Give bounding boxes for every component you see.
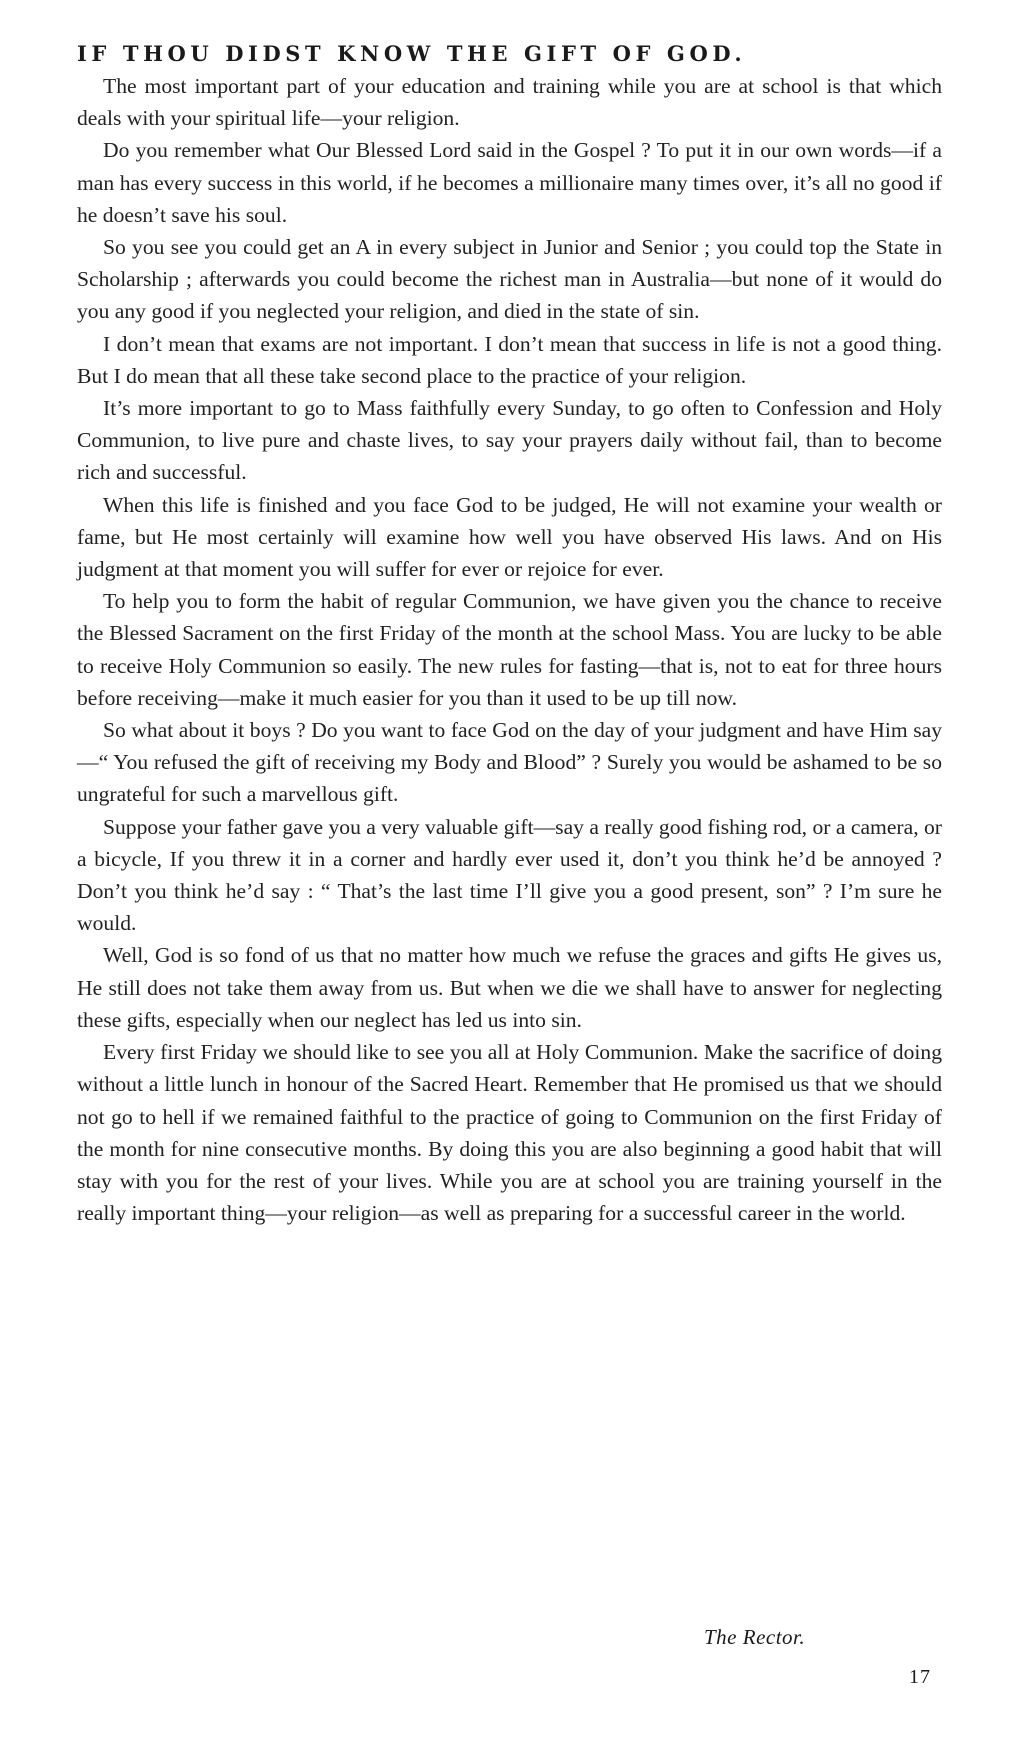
paragraph-8: So what about it boys ? Do you want to face God on the day of your judgment and have Him say—“ You refused the gift of receiving my Body and Blood” ? Surely you would be ashamed to be so ungrateful for such a marvellous gift. [77, 718, 942, 807]
paragraph-5: It’s more important to go to Mass faithfully every Sunday, to go often to Confession and Holy Communion, to live pure and chaste lives, to say your prayers daily without fail, than to become rich and successful. [77, 396, 942, 485]
page-number: 17 [909, 1666, 931, 1688]
article-title: IF THOU DIDST KNOW THE GIFT OF GOD. [77, 41, 747, 66]
paragraph-1: The most important part of your education and training while you are at school is that which deals with your spiritual life—your religion. [77, 74, 942, 131]
paragraph-9: Suppose your father gave you a very valuable gift—say a really good fishing rod, or a camera, or a bicycle, If you threw it in a corner and hardly ever used it, don’t you think he’d be annoyed ? Don’t you think he’d say : “ That’s the last time I’ll give you a good present, son” ? I’m sure he would. [77, 814, 942, 936]
paragraph-7: To help you to form the habit of regular Communion, we have given you the chance to receive the Blessed Sacrament on the first Friday of the month at the school Mass. You are lucky to be able to receive Holy Communion so easily. The new rules for fasting—that is, not to eat for three hours before receiving—make it much easier for you than it used to be up till now. [77, 589, 942, 710]
paragraph-11: Every first Friday we should like to see you all at Holy Communion. Make the sacrifice of doing without a little lunch in honour of the Sacred Heart. Remember that He promised us that we should not go to hell if we remained faithful to the practice of going to Communion on the first Friday of the month for nine consecutive months. By doing this you are also beginning a good habit that will stay with you for the rest of your lives. While you are at school you are training yourself in the really important thing—your religion—as well as preparing for a successful career in the world. [77, 1040, 942, 1226]
article-body [77, 70, 942, 1229]
paragraph-6: When this life is finished and you face God to be judged, He will not examine your wealth or fame, but He most certainly will examine how well you have observed His laws. And on His judgment at that moment you will suffer for ever or rejoice for ever. [77, 492, 942, 582]
signature: The Rector. [704, 1625, 806, 1649]
paragraph-3: So you see you could get an A in every subject in Junior and Senior ; you could top the State in Scholarship ; afterwards you could become the richest man in Australia—but none of it would do you any good if you neglected your religion, and died in the state of sin. [77, 235, 942, 324]
paragraph-2: Do you remember what Our Blessed Lord said in the Gospel ? To put it in our own words—if a man has every success in this world, if he becomes a millionaire many times over, it’s all no good if he doesn’t save his soul. [77, 138, 942, 227]
paragraph-4: I don’t mean that exams are not important. I don’t mean that success in life is not a good thing. But I do mean that all these take second place to the practice of your religion. [77, 331, 942, 388]
paragraph-10: Well, God is so fond of us that no matter how much we refuse the graces and gifts He gives us, He still does not take them away from us. But when we die we shall have to answer for neglecting these gifts, especially when our neglect has led us into sin. [77, 943, 942, 1032]
